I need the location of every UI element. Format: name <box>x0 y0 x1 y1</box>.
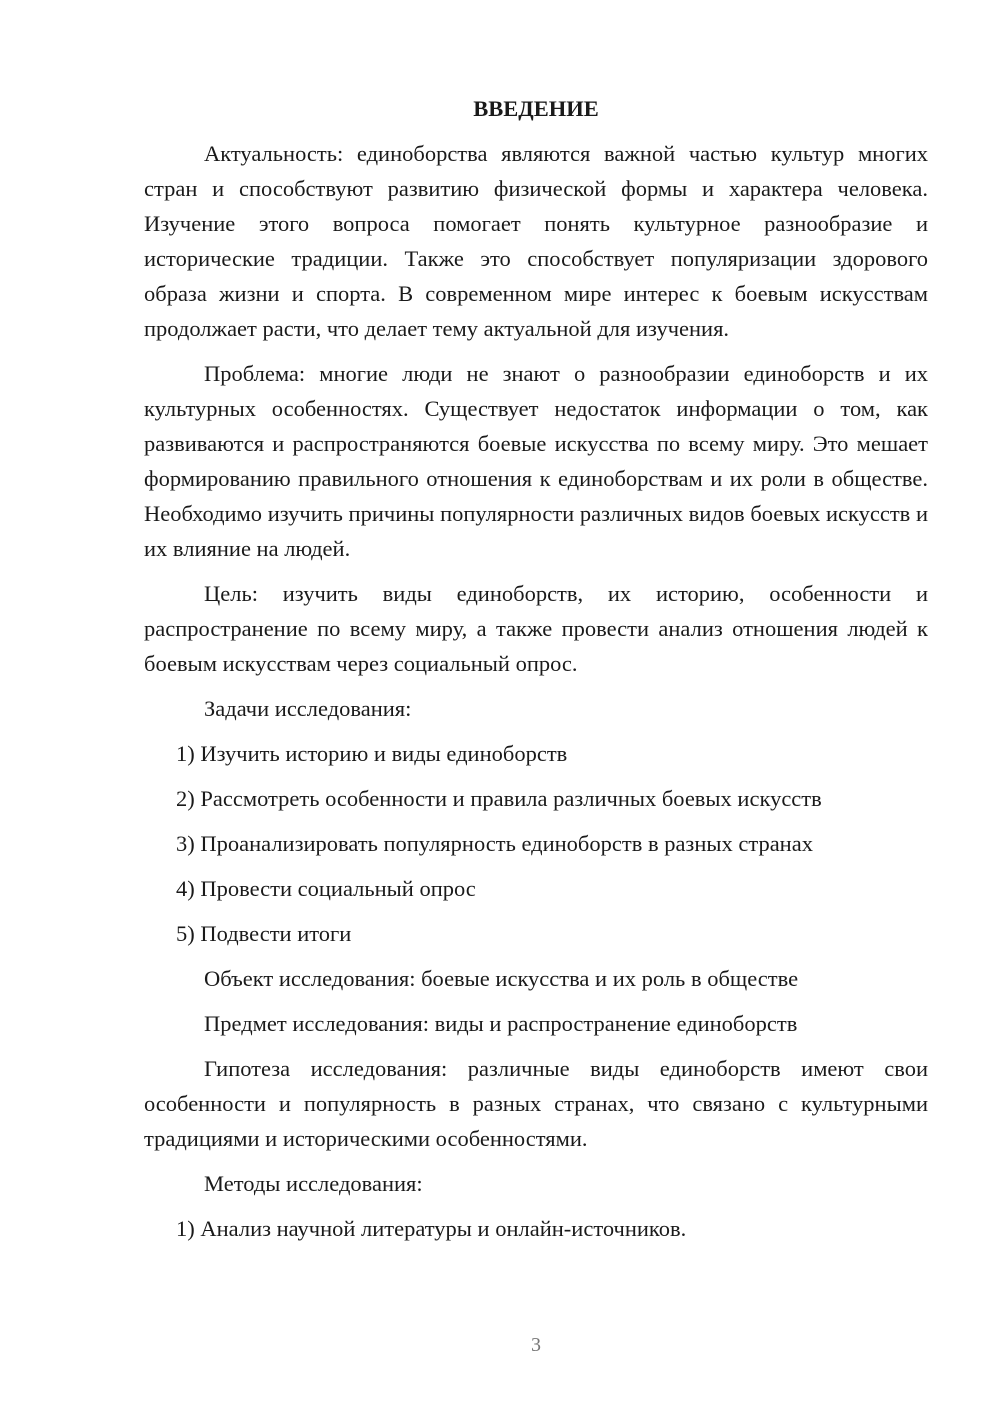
page-number: 3 <box>531 1334 541 1356</box>
list-item: 2) Рассмотреть особенности и правила различных боевых искусств <box>176 786 822 811</box>
hypothesis-paragraph: Гипотеза исследования: различные виды единоборств имеют свои особенности и популярность в разных странах, что связано с культурными традициями и историческими особенностями. <box>144 1056 928 1151</box>
methods-heading: Методы исследования: <box>204 1171 423 1196</box>
list-item: 5) Подвести итоги <box>176 921 352 946</box>
goal-paragraph: Цель: изучить виды единоборств, их историю, особенности и распространение по всему миру, а также провести анализ отношения людей к боевым искусствам через социальный опрос. <box>144 581 928 676</box>
document-body <box>144 92 928 1256</box>
tasks-heading: Задачи исследования: <box>204 696 412 721</box>
object-paragraph: Объект исследования: боевые искусства и их роль в обществе <box>204 966 799 991</box>
subject-paragraph: Предмет исследования: виды и распространение единоборств <box>204 1011 798 1036</box>
tasks-list <box>144 736 928 951</box>
list-item: 1) Анализ научной литературы и онлайн-источников. <box>176 1216 687 1241</box>
page-title: ВВЕДЕНИЕ <box>473 96 599 121</box>
list-item: 4) Провести социальный опрос <box>176 876 476 901</box>
list-item: 1) Изучить историю и виды единоборств <box>176 741 568 766</box>
relevance-paragraph: Актуальность: единоборства являются важной частью культур многих стран и способствуют развитию физической формы и характера человека. Изучение этого вопроса помогает понять культурное разнообразие и исторические традиции. Также это способствует популяризации здорового образа жизни и спорта. В современном мире интерес к боевым искусствам продолжает расти, что делает тему актуальной для изучения. <box>144 141 928 341</box>
methods-list <box>144 1211 928 1246</box>
list-item: 3) Проанализировать популярность единоборств в разных странах <box>176 831 813 856</box>
problem-paragraph: Проблема: многие люди не знают о разнообразии единоборств и их культурных особенностях. Существует недостаток информации о том, как развиваются и распространяются боевые искусства по всему миру. Это мешает формированию правильного отношения к единоборствам и их роли в обществе. Необходимо изучить причины популярности различных видов боевых искусств и их влияние на людей. <box>144 361 928 561</box>
